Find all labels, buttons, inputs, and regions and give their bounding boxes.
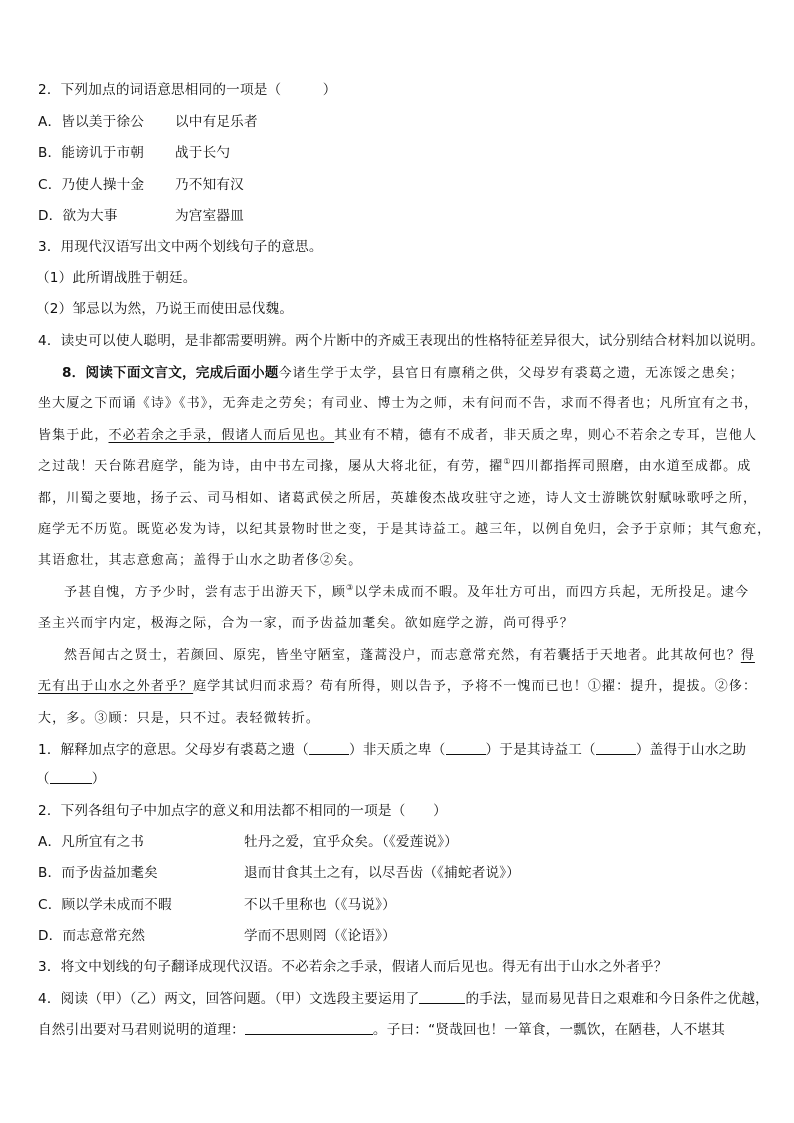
passage-8-line-4 bbox=[38, 457, 751, 477]
q4-text: 自然引出要对马君则说明的道理： bbox=[38, 1022, 245, 1038]
passage-8-line-6: 庭学无不历览。既览必发为诗，以纪其景物时世之变，于是其诗益工。越三年，以例自免归，会予于京师；其气愈充， bbox=[38, 522, 772, 537]
footnote-mark-1: ① bbox=[503, 457, 512, 466]
option-a[interactable] bbox=[38, 112, 258, 132]
q8-option-c-right: 不以千里称也（《马说》） bbox=[244, 897, 396, 913]
question-8-intro: 8．阅读下面文言文，完成后面小题 bbox=[62, 365, 279, 381]
passage-text: 之过哉！天台陈君庭学，能为诗，由中书左司掾，屡从大将北征，有劳，擢 bbox=[38, 459, 504, 474]
q8-option-c[interactable] bbox=[38, 895, 396, 915]
q4-text: 。子曰：“贤哉回也！一箪食，一瓢饮，在陋巷，人不堪其 bbox=[372, 1022, 725, 1038]
question-8-2-stem: 2．下列各组句子中加点字的意义和用法都不相同的一项是（ ） bbox=[38, 803, 447, 819]
q8-option-a[interactable] bbox=[38, 832, 459, 852]
q8-option-a-label: A．凡所宜有之书 bbox=[38, 834, 145, 850]
q1-text: 1．解释加点字的意思。父母岁有裘葛之遗（ bbox=[38, 742, 309, 758]
question-8-4-line-1 bbox=[38, 989, 769, 1009]
q8-option-b-right: 退而甘食其土之有，以尽吾齿（《捕蛇者说》） bbox=[244, 865, 521, 881]
q1-text: ） bbox=[91, 771, 106, 787]
q8-option-c-label: C．顾以学未成而不暇 bbox=[38, 897, 172, 913]
question-8-1 bbox=[38, 740, 746, 760]
q8-option-d[interactable] bbox=[38, 926, 396, 946]
passage-text: 庭学其试归而求焉？苟有所得，则以告予，予将不一愧而已也！①擢：提升，提拔。②侈： bbox=[193, 679, 758, 694]
option-a-label: A．皆以美于徐公 bbox=[38, 114, 145, 130]
q4-text: 4．阅读（甲）（乙）两文，回答问题。（甲）文选段主要运用了 bbox=[38, 991, 420, 1007]
option-d-right: 为宫室器皿 bbox=[175, 208, 244, 224]
underlined-sentence-2-end: 无有出于山水之外者乎？ bbox=[38, 679, 194, 694]
passage-8-para-2-line-2: 圣主兴而宇内定，极海之际，合为一家，而予齿益加耄矣。欲如庭学之游，尚可得乎？ bbox=[38, 616, 574, 631]
passage-text: 其业有不精，德有不成者，非天质之卑，则心不若余之专耳，岂他人 bbox=[334, 428, 758, 443]
passage-text: 四川都指挥司照磨，由水道至成都。成 bbox=[511, 459, 752, 474]
q1-text: ）盖得于山水之助 bbox=[635, 742, 747, 758]
option-c-right: 乃不知有汉 bbox=[175, 177, 244, 193]
q8-option-d-label: D．而志意常充然 bbox=[38, 928, 146, 944]
option-c[interactable] bbox=[38, 175, 244, 195]
passage-text: 今诸生学于太学，县官日有廪稍之供，父母岁有裘葛之遗，无冻馁之患矣； bbox=[278, 366, 744, 381]
passage-8-para-3-line-2 bbox=[38, 677, 757, 697]
answer-blank-4[interactable] bbox=[50, 769, 92, 784]
question-8-1-cont bbox=[36, 769, 106, 789]
answer-blank-2[interactable] bbox=[446, 740, 486, 755]
answer-blank-3[interactable] bbox=[596, 740, 636, 755]
passage-8-line-3 bbox=[38, 426, 757, 446]
passage-8-para-3-line-1 bbox=[64, 646, 755, 666]
option-b-right: 战于长勺 bbox=[175, 145, 231, 161]
question-4-stem: 4．读史可以使人聪明，是非都需要明辨。两个片断中的齐威王表现出的性格特征差异很大，试分别结合材料加以说明。 bbox=[38, 333, 765, 349]
underlined-sentence-2-start: 得 bbox=[740, 648, 755, 663]
q8-option-b[interactable] bbox=[38, 863, 521, 883]
question-3-stem: 3．用现代汉语写出文中两个划线句子的意思。 bbox=[38, 239, 323, 255]
question-8-4-line-2 bbox=[38, 1020, 725, 1040]
question-8-3: 3．将文中划线的句子翻译成现代汉语。不必若余之手录，假诸人而后见也。得无有出于山水之外者乎？ bbox=[38, 959, 668, 975]
q1-text: （ bbox=[36, 771, 50, 787]
passage-8-line-7: 其语愈壮，其志意愈高；盖得于山水之助者侈②矣。 bbox=[38, 553, 363, 568]
q1-text: ）于是其诗益工（ bbox=[485, 742, 596, 758]
option-d-label: D．欲为大事 bbox=[38, 208, 118, 224]
q4-text: 的手法，显而易见昔日之艰难和今日条件之优越， bbox=[465, 991, 769, 1007]
answer-blank-1[interactable] bbox=[309, 740, 349, 755]
option-b-label: B．能谤讥于市朝 bbox=[38, 145, 145, 161]
question-2-stem: 2．下列加点的词语意思相同的一项是（ ） bbox=[38, 82, 337, 98]
passage-text: 以学未成而不暇。及年壮方可出，而四方兵起，无所投足。逮今 bbox=[354, 585, 750, 600]
passage-text: 皆集于此， bbox=[38, 428, 109, 443]
passage-8-para-2-line-1 bbox=[64, 583, 749, 603]
q8-option-b-label: B．而予齿益加耄矣 bbox=[38, 865, 158, 881]
question-3-item-2: （2）邹忌以为然，乃说王而使田忌伐魏。 bbox=[36, 301, 294, 317]
passage-8-line-1 bbox=[62, 363, 744, 384]
footnote-mark-3: ③ bbox=[346, 583, 355, 592]
passage-text: 然吾闻古之贤士，若颜回、原宪，皆坐守陋室，蓬蒿没户，而志意常充然，有若囊括于天地者。此其故何也？ bbox=[64, 648, 741, 663]
passage-8-para-3-line-3: 大，多。③顾：只是，只不过。表轻微转折。 bbox=[38, 711, 321, 726]
q8-option-d-right: 学而不思则罔（《论语》） bbox=[244, 928, 396, 944]
option-d[interactable] bbox=[38, 206, 244, 226]
answer-blank-6[interactable] bbox=[245, 1020, 373, 1035]
passage-8-line-5: 都，川蜀之要地，扬子云、司马相如、诸葛武侯之所居，英雄俊杰战攻驻守之迹，诗人文士游眺饮射赋咏歌呼之所， bbox=[38, 491, 758, 506]
option-a-right: 以中有足乐者 bbox=[175, 114, 258, 130]
q1-text: ）非天质之卑（ bbox=[348, 742, 446, 758]
q8-option-a-right: 牡丹之爱，宜乎众矣。（《爱莲说》） bbox=[244, 834, 459, 850]
answer-blank-5[interactable] bbox=[419, 989, 465, 1004]
option-c-label: C．乃使人操十金 bbox=[38, 177, 145, 193]
passage-text: 予甚自愧，方予少时，尝有志于出游天下，顾 bbox=[64, 585, 347, 600]
passage-8-line-2: 坐大厦之下而诵《诗》《书》，无奔走之劳矣；有司业、博士为之师，未有问而不告，求而不得者也；凡所宜有之书， bbox=[38, 396, 759, 411]
question-3-item-1: （1）此所谓战胜于朝廷。 bbox=[36, 270, 197, 286]
underlined-sentence-1: 不必若余之手录，假诸人而后见也。 bbox=[108, 428, 335, 443]
option-b[interactable] bbox=[38, 143, 231, 163]
